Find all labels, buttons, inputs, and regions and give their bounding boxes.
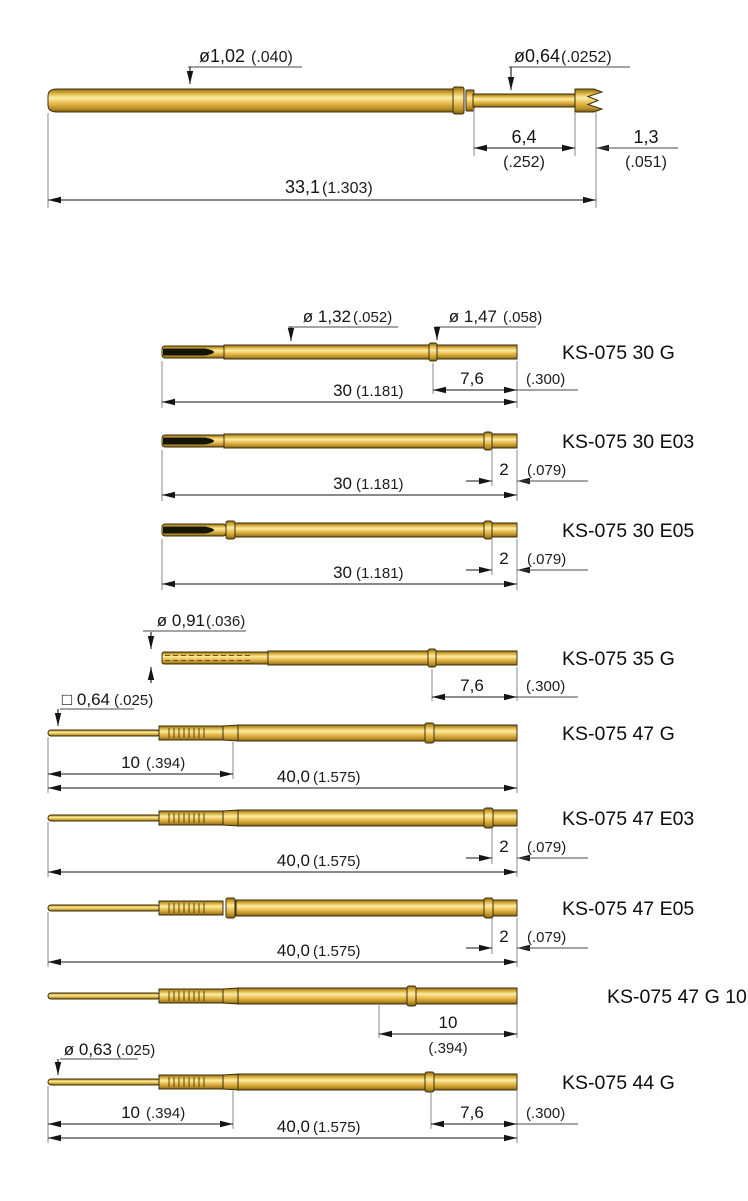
tip-dia-in: (.025) — [116, 1042, 156, 1059]
length-mm: 40,0 — [276, 941, 310, 960]
tail-in: (.300) — [526, 678, 566, 695]
length-in: (1.181) — [356, 565, 404, 582]
front-mm: 10 — [121, 1103, 140, 1122]
wire-tip — [48, 905, 160, 911]
tail-in: (.079) — [527, 462, 567, 479]
probe-body — [238, 810, 517, 826]
body-dia-in: (.052) — [353, 309, 393, 326]
joint-ring — [226, 521, 235, 539]
length-mm: 40,0 — [276, 1117, 310, 1136]
tail-mm: 2 — [499, 460, 509, 479]
barrel-dia-mm: ø1,02 — [198, 46, 245, 66]
part-number-label: KS-075 44 G — [562, 1072, 675, 1094]
tip-dia-in: (.036) — [206, 613, 246, 630]
barrel-dia-in: (.040) — [251, 49, 293, 66]
front-mm: 10 — [121, 753, 140, 772]
probe-body — [236, 900, 517, 916]
sleeve-slot — [163, 527, 214, 534]
collar-dia-mm: ø 1,47 — [448, 307, 497, 326]
probe-body — [235, 523, 517, 537]
tail-mm: 2 — [499, 837, 509, 856]
length-mm: 40,0 — [276, 851, 310, 870]
tail-in: (.394) — [428, 1040, 468, 1057]
total-length-in: (1.303) — [322, 180, 373, 197]
crown-tip — [575, 89, 602, 112]
length-mm: 30 — [333, 474, 352, 493]
tip-dia-mm: ø 0,63 — [63, 1040, 112, 1059]
collar-ring — [429, 343, 437, 361]
total-length-mm: 33,1 — [284, 177, 320, 197]
plunger-dia-in: (.0252) — [561, 49, 612, 66]
part-number-label: KS-075 47 G 10 — [607, 986, 747, 1008]
tail-in: (.079) — [527, 929, 567, 946]
tail-mm: 7,6 — [460, 1103, 484, 1122]
part-number-label: KS-075 47 E05 — [562, 898, 695, 920]
wire-tip — [48, 730, 160, 736]
barrel-ring-1 — [453, 87, 464, 114]
joint-ring — [226, 898, 235, 918]
front-in: (.394) — [146, 755, 186, 772]
length-mm: 30 — [333, 381, 352, 400]
part-number-label: KS-075 30 E03 — [562, 431, 695, 453]
probe-body — [268, 651, 517, 665]
collar-ring — [428, 649, 436, 667]
tail-mm: 7,6 — [460, 369, 484, 388]
length-in: (1.181) — [356, 383, 404, 400]
part-number-label: KS-075 47 G — [562, 723, 675, 745]
square-tip-mm: □ 0,64 — [61, 690, 110, 709]
front-section — [162, 652, 270, 664]
body-dia-mm: ø 1,32 — [302, 307, 351, 326]
collar-ring — [484, 521, 492, 539]
wire-tip — [48, 1079, 160, 1085]
front-in: (.394) — [146, 1105, 186, 1122]
collar-ring — [484, 898, 493, 918]
taper — [223, 988, 238, 1004]
collar-ring — [484, 432, 492, 450]
tail-mm: 2 — [499, 549, 509, 568]
probe-body — [238, 725, 517, 741]
taper — [223, 725, 238, 741]
plunger-dia-mm: ø0,64 — [513, 46, 560, 66]
sleeve-slot — [163, 349, 214, 356]
length-in: (1.575) — [313, 1119, 361, 1136]
tail-in: (.300) — [526, 371, 566, 388]
collar-ring — [425, 723, 434, 743]
tail-in: (.079) — [527, 551, 567, 568]
length-in: (1.181) — [356, 476, 404, 493]
tail-in: (.079) — [527, 839, 567, 856]
probe-body — [238, 1074, 517, 1090]
tail-mm: 2 — [499, 927, 509, 946]
length-mm: 40,0 — [276, 767, 310, 786]
plunger-length-mm: 6,4 — [511, 127, 537, 147]
collar-dia-in: (.058) — [503, 309, 543, 326]
probe-body — [224, 345, 517, 359]
length-in: (1.575) — [313, 943, 361, 960]
part-number-label: KS-075 30 G — [562, 342, 675, 364]
probe-barrel — [48, 89, 458, 112]
taper — [223, 1074, 238, 1090]
tip-dia-mm: ø 0,91 — [156, 611, 205, 630]
tip-length-in: (.051) — [625, 154, 667, 171]
taper — [223, 810, 238, 826]
length-in: (1.575) — [313, 769, 361, 786]
square-tip-in: (.025) — [114, 692, 154, 709]
part-number-label: KS-075 35 G — [562, 648, 675, 670]
probe-plunger — [473, 94, 576, 107]
tail-mm: 10 — [438, 1013, 458, 1032]
sleeve-slot — [163, 438, 214, 445]
wire-tip — [48, 815, 160, 821]
tail-in: (.300) — [526, 1105, 566, 1122]
part-number-label: KS-075 47 E03 — [562, 808, 695, 830]
collar-ring — [484, 808, 493, 828]
plunger-length-in: (.252) — [503, 154, 545, 171]
wire-tip — [48, 993, 160, 999]
part-number-label: KS-075 30 E05 — [562, 520, 695, 542]
length-mm: 30 — [333, 563, 352, 582]
probe-body — [238, 988, 517, 1004]
collar-ring — [425, 1072, 434, 1092]
tail-mm: 7,6 — [460, 676, 484, 695]
tip-length-mm: 1,3 — [633, 127, 659, 147]
collar-ring — [407, 986, 416, 1006]
probe-body — [224, 434, 517, 448]
length-in: (1.575) — [313, 853, 361, 870]
